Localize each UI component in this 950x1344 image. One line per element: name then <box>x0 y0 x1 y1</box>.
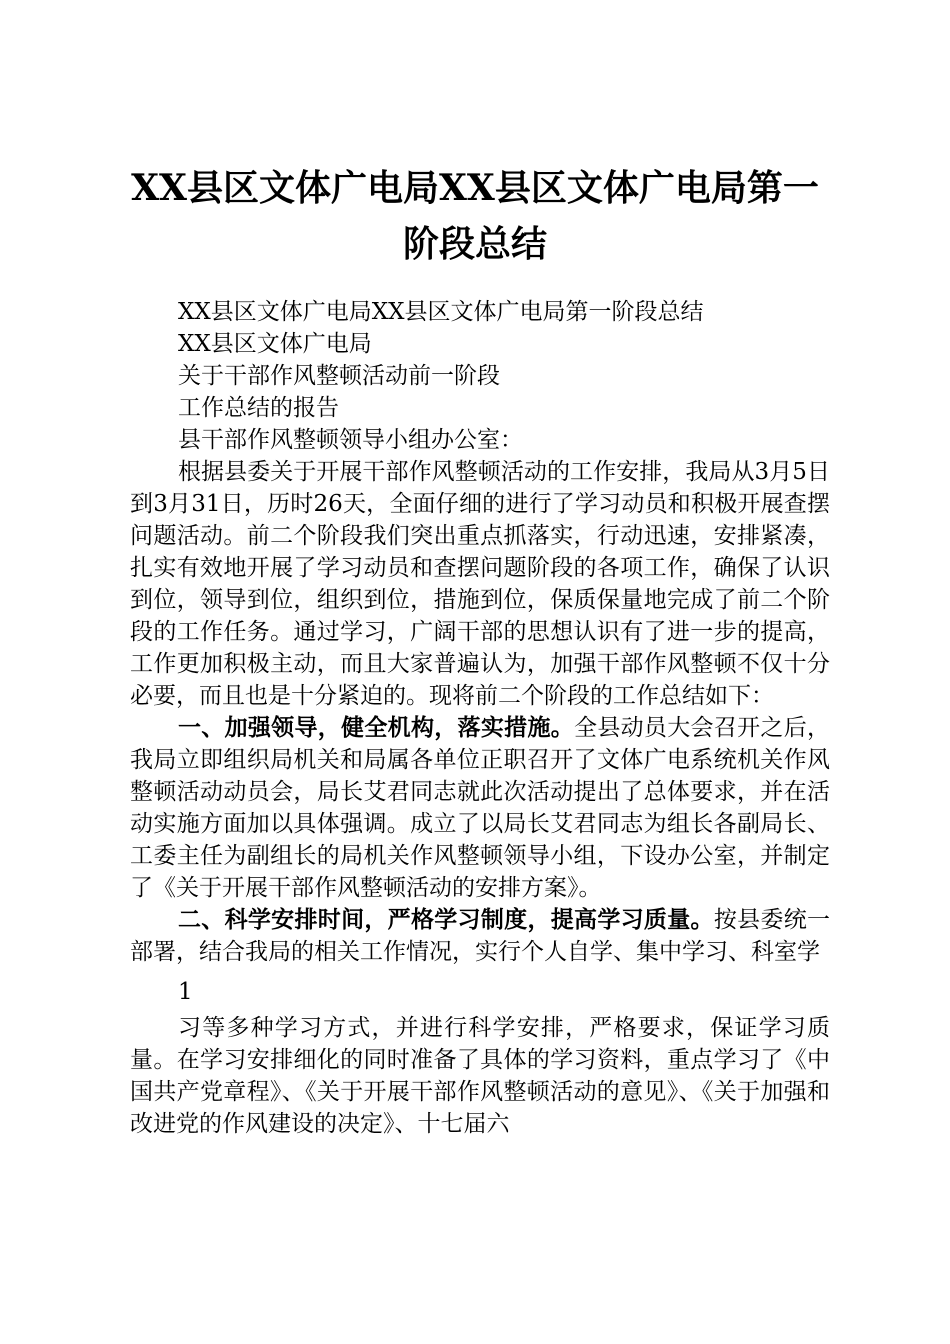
section-1-heading: 一、加强领导，健全机构，落实措施。 <box>178 714 575 741</box>
page-number: 1 <box>178 979 193 1005</box>
document-body <box>130 296 830 1140</box>
section-2-heading: 二、科学安排时间，严格学习制度，提高学习质量。 <box>178 906 714 933</box>
document-title: XX县区文体广电局XX县区文体广电局第一阶段总结 <box>131 167 819 265</box>
addressee-line: 县干部作风整顿领导小组办公室： <box>178 427 523 453</box>
header-line: XX县区文体广电局 <box>178 331 372 357</box>
header-line: 关于干部作风整顿活动前一阶段 <box>178 363 500 389</box>
section-1-text: 全县动员大会召开之后，我局立即组织局机关和局属各单位正职召开了文体广电系统机关作风整顿活动动员会，局长艾君同志就此次活动提出了总体要求，并在活动实施方面加以具体强调。成立了以局长艾君同志为组长各副局长、工委主任为副组长的局机关作风整顿领导小组，下设办公室，并制定了《关于开展干部作风整顿活动的安排方案》。 <box>130 715 831 901</box>
intro-paragraph: 根据县委关于开展干部作风整顿活动的工作安排，我局从3月5日到3月31日，历时26天，全面仔细的进行了学习动员和积极开展查摆问题活动。前二个阶段我们突出重点抓落实，行动迅速，安排紧凑，扎实有效地开展了学习动员和查摆问题阶段的各项工作，确保了认识到位，领导到位，组织到位，措施到位，保质保量地完成了前二个阶段的工作任务。通过学习，广阔干部的思想认识有了进一步的提高，工作更加积极主动，而且大家普遍认为，加强干部作风整顿不仅十分必要，而且也是十分紧迫的。现将前二个阶段的工作总结如下： <box>130 459 830 709</box>
section-2-paragraph <box>130 904 830 968</box>
continuation-paragraph: 习等多种学习方式，并进行科学安排，严格要求，保证学习质量。在学习安排细化的同时准备了具体的学习资料，重点学习了《中国共产党章程》、《关于开展干部作风整顿活动的意见》、《关于加强和改进党的作风建设的决定》、十七届六 <box>130 1015 830 1137</box>
header-line: 工作总结的报告 <box>178 395 339 421</box>
section-2-text: 按县委统一部署，结合我局的相关工作情况，实行个人自学、集中学习、科室学 <box>130 907 831 965</box>
section-1-paragraph <box>130 712 830 904</box>
header-line: XX县区文体广电局XX县区文体广电局第一阶段总结 <box>178 299 704 325</box>
